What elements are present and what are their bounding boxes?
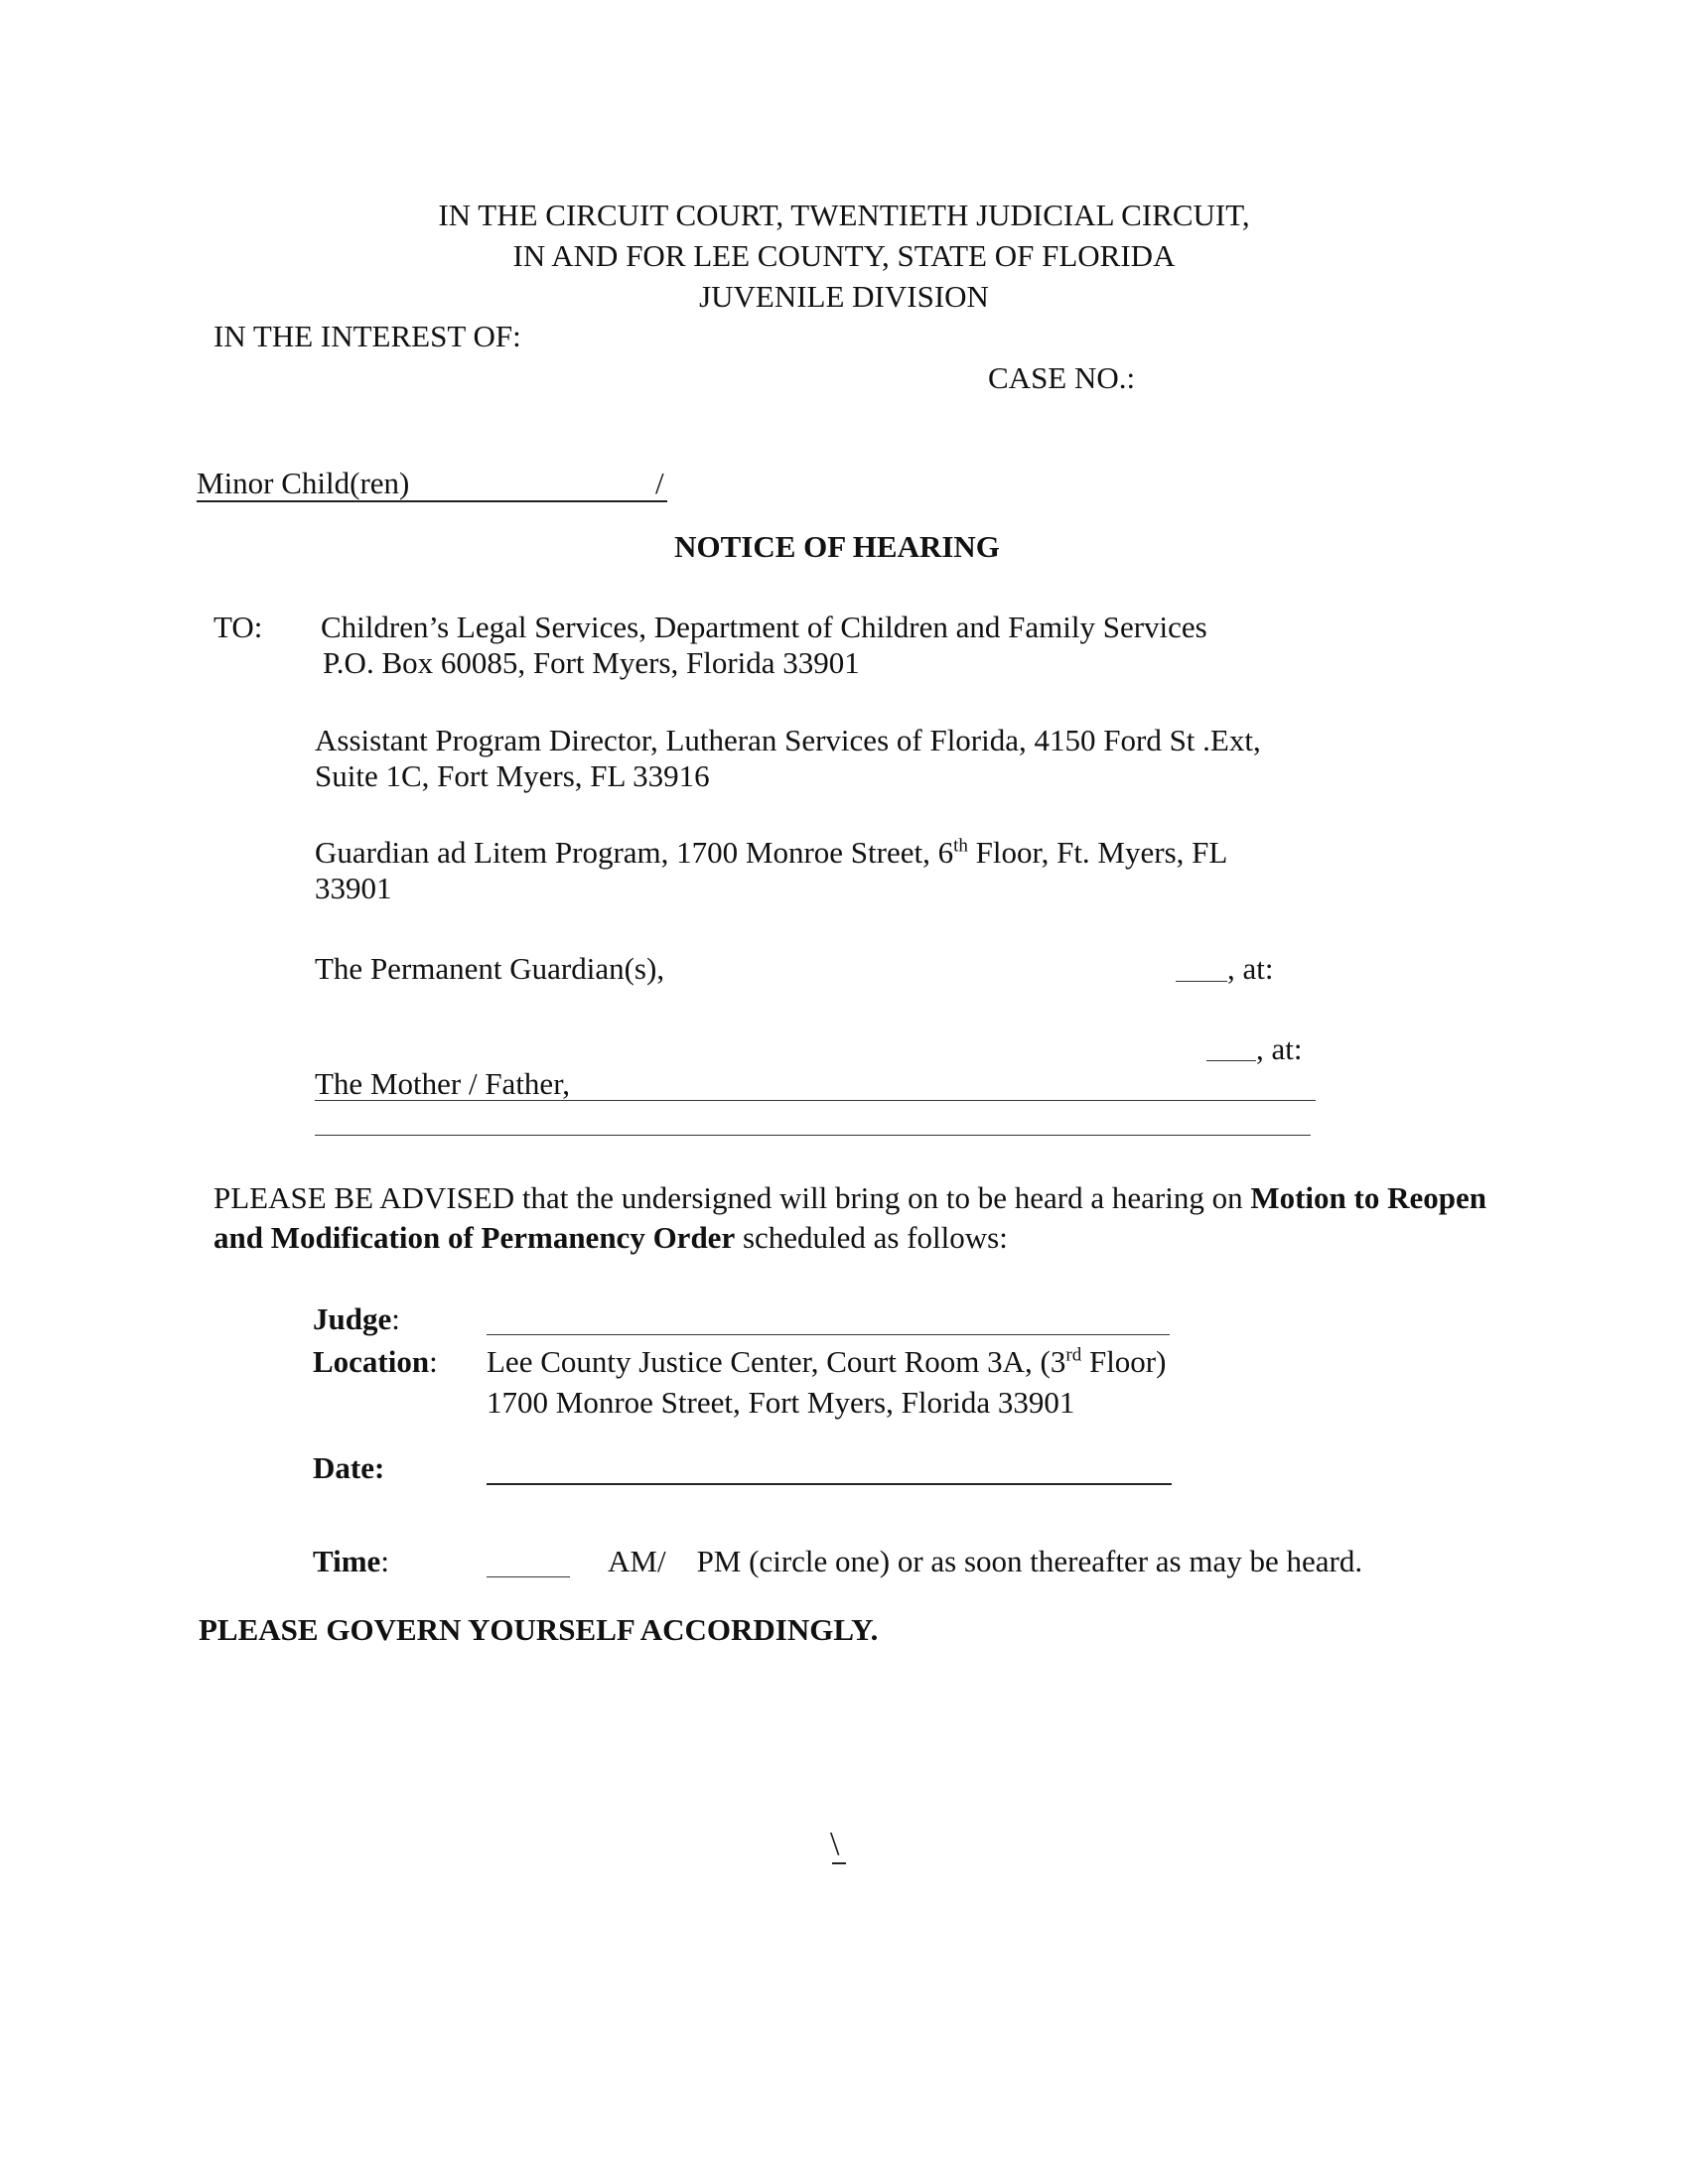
recipient-cls-line-2: P.O. Box 60085, Fort Myers, Florida 33901 xyxy=(323,645,860,680)
footer-mark: \ xyxy=(830,1826,840,1862)
case-number-label: CASE NO.: xyxy=(988,360,1136,395)
in-the-interest-of: IN THE INTEREST OF: xyxy=(213,319,521,353)
court-header-line-3: JUVENILE DIVISION xyxy=(699,279,989,314)
recipient-lsf-line-2: Suite 1C, Fort Myers, FL 33916 xyxy=(315,758,710,793)
caption-slash: / xyxy=(655,466,664,500)
parent-line-2 xyxy=(315,1135,1311,1136)
location-line-1: Lee County Justice Center, Court Room 3A, (3rd Floor) xyxy=(487,1344,1167,1379)
date-label: Date: xyxy=(313,1450,385,1485)
time-text: AM/ PM (circle one) or as soon thereafter as may be heard. xyxy=(608,1544,1363,1578)
location-line-2: 1700 Monroe Street, Fort Myers, Florida 33901 xyxy=(487,1385,1075,1420)
parent-at: , at: xyxy=(1256,1031,1303,1066)
footer-mark-underline xyxy=(832,1862,846,1864)
court-header-line-2: IN AND FOR LEE COUNTY, STATE OF FLORIDA xyxy=(512,238,1176,273)
time-label: Time: xyxy=(313,1544,389,1578)
judge-blank xyxy=(487,1334,1170,1335)
location-label: Location: xyxy=(313,1344,438,1379)
recipient-gal-line-1: Guardian ad Litem Program, 1700 Monroe Street, 6th Floor, Ft. Myers, FL xyxy=(315,835,1228,870)
guardian-blank xyxy=(1176,981,1227,982)
court-header-line-1: IN THE CIRCUIT COURT, TWENTIETH JUDICIAL CIRCUIT, xyxy=(438,198,1250,232)
minor-children-underline xyxy=(197,500,667,502)
time-blank xyxy=(487,1576,570,1577)
mother-father-label: The Mother / Father, xyxy=(315,1066,571,1101)
recipient-gal-line-2: 33901 xyxy=(315,871,392,905)
recipient-lsf-line-1: Assistant Program Director, Lutheran Services of Florida, 4150 Ford St .Ext, xyxy=(315,723,1261,757)
advice-paragraph: PLEASE BE ADVISED that the undersigned will bring on to be heard a hearing on Motion to Reopen and Modification of Permanency Order scheduled as follows: xyxy=(213,1180,1486,1255)
date-blank xyxy=(487,1483,1172,1485)
judge-label: Judge: xyxy=(313,1301,400,1336)
recipient-cls-line-1: Children’s Legal Services, Department of Children and Family Services xyxy=(321,610,1207,644)
permanent-guardian-label: The Permanent Guardian(s), xyxy=(315,951,665,986)
document-title: NOTICE OF HEARING xyxy=(674,529,1000,564)
closing-statement: PLEASE GOVERN YOURSELF ACCORDINGLY. xyxy=(199,1612,879,1647)
minor-children-label: Minor Child(ren) xyxy=(197,466,410,500)
parent-blank xyxy=(1206,1060,1256,1061)
to-label: TO: xyxy=(213,610,263,644)
parent-line-1 xyxy=(315,1100,1316,1101)
guardian-at: , at: xyxy=(1227,951,1274,986)
